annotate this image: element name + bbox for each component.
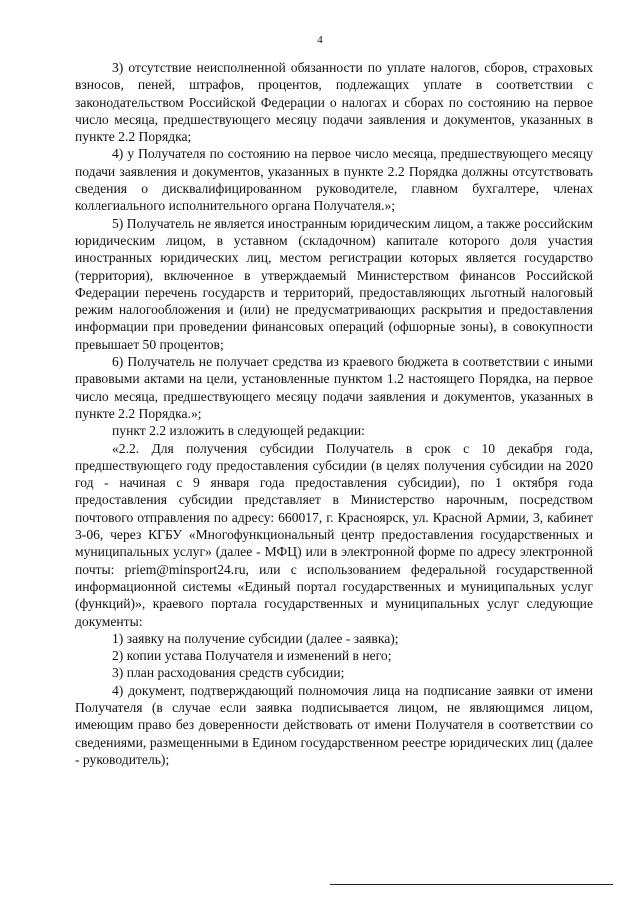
paragraph-amendment-intro: пункт 2.2 изложить в следующей редакции: <box>112 423 365 439</box>
list-item-charter-copies: 2) копии устава Получателя и изменений в него; <box>112 648 392 664</box>
footer-divider <box>330 884 613 885</box>
document-body <box>75 59 593 768</box>
list-item-spending-plan: 3) план расходования средств субсидии; <box>112 665 345 681</box>
list-item-authority-document: 4) документ, подтверждающий полномочия лица на подписание заявки от имени Получателя (в случае если заявка подписывается лицом, не являющимся лицом, имеющим право без доверенности действовать от имени Получателя в соответствии со сведениями, размещенными в Едином государственном реестре юридических лиц (далее - руководитель); <box>75 682 593 767</box>
paragraph-item-3: 3) отсутствие неисполненной обязанности по уплате налогов, сборов, страховых взносов, пеней, штрафов, процентов, подлежащих уплате в соответствии с законодательством Российской Федерации о налогах и сборах по состоянию на первое число месяца, предшествующего месяцу подачи заявления и документов, указанных в пункте 2.2 Порядка; <box>75 60 593 145</box>
paragraph-item-5: 5) Получатель не является иностранным юридическим лицом, а также российским юридическим лицом, в уставном (складочном) капитале которого доля участия иностранных юридических лиц, местом регистрации которых является государство (территория), включенное в утверждаемый Министерством финансов Российской Федерации перечень государств и территорий, предоставляющих льготный налоговый режим налогообложения и (или) не предусматривающих раскрытия и предоставления информации при проведении финансовых операций (офшорные зоны), в совокупности превышает 50 процентов; <box>75 215 593 352</box>
paragraph-item-6: 6) Получатель не получает средства из краевого бюджета в соответствии с иными правовыми актами на цели, установленные пунктом 1.2 настоящего Порядка, на первое число месяца, предшествующего месяцу подачи заявления и документов, указанных в пункте 2.2 Порядка.»; <box>75 354 593 421</box>
paragraph-clause-2-2: «2.2. Для получения субсидии Получатель в срок с 10 декабря года, предшествующего году предоставления субсидии (в целях получения субсидии на 2020 год - начиная с 9 января года предоставления субсидии), по 1 октября года предоставления субсидии представляет в Министерство нарочным, посредством почтового отправления по адресу: 660017, г. Красноярск, ул. Красной Армии, 3, кабинет 3-06, через КГБУ «Многофункциональный центр предоставления государственных и муниципальных услуг» (далее - МФЦ) или в электронной форме по адресу электронной почты: priem@minsport24.ru, или с использованием федеральной государственной информационной системы «Единый портал государственных и муниципальных услуг (функций)», краевого портала государственных и муниципальных услуг следующие документы: <box>75 440 593 629</box>
paragraph-item-4: 4) у Получателя по состоянию на первое число месяца, предшествующего месяцу подачи заявления и документов, указанных в пункте 2.2 Порядка должны отсутствовать сведения о дисквалифицированном руководителе, главном бухгалтере, членах коллегиального исполнительного органа Получателя.»; <box>75 146 593 214</box>
page-number: 4 <box>317 34 323 46</box>
list-item-application: 1) заявку на получение субсидии (далее - заявка); <box>112 630 399 646</box>
